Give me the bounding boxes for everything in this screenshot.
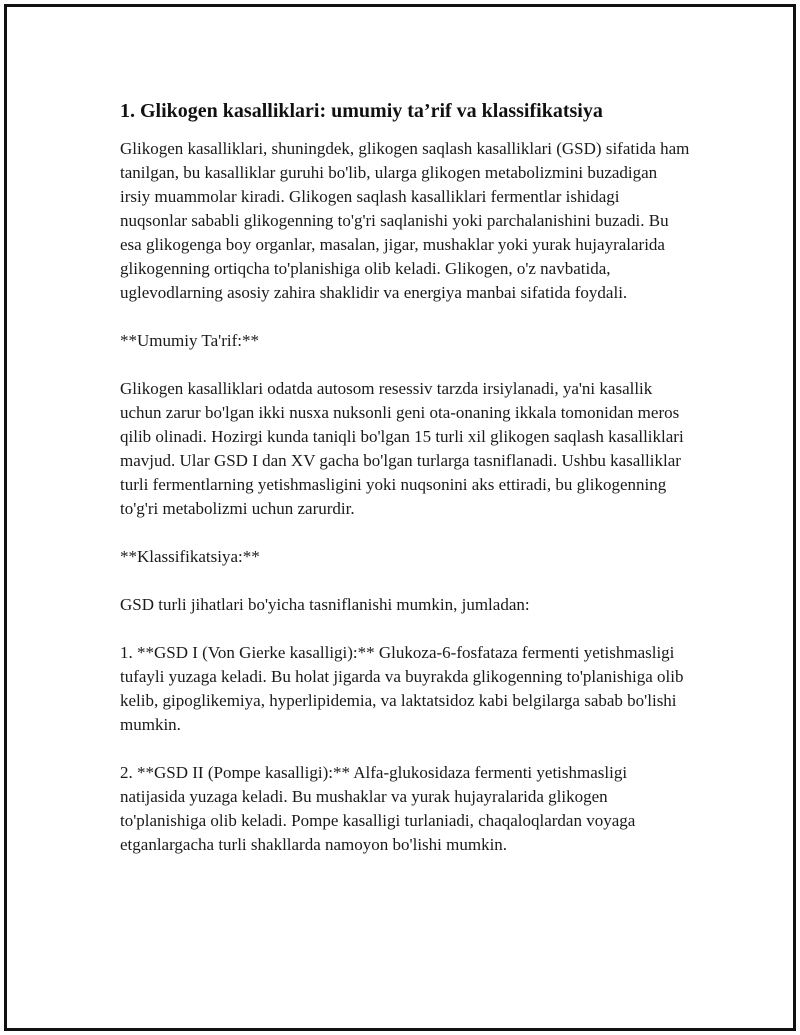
classification-heading: **Klassifikatsiya:**	[120, 547, 260, 566]
list-item-gsd-2: 2. **GSD II (Pompe kasalligi):** Alfa-glukosidaza fermenti yetishmasligi natijasida yuzaga keladi. Bu mushaklar va yurak hujayralarida glikogen to'planishiga olib keladi. Pompe kasalligi turlaniadi, chaqaloqlardan voyaga etganlargacha turli shakllarda namoyon bo'lishi mumkin.	[120, 763, 636, 854]
intro-paragraph: Glikogen kasalliklari, shuningdek, glikogen saqlash kasalliklari (GSD) sifatida ham tanilgan, bu kasalliklar guruhi bo'lib, ularga glikogen metabolizmini buzadigan irsiy muammolar kiradi. Glikogen saqlash kasalliklari fermentlar ishidagi nuqsonlar sababli glikogenning to'g'ri saqlanishi yoki parchalanishini buzadi. Bu esa glikogenga boy organlar, masalan, jigar, mushaklar yoki yurak hujayralarida glikogenning ortiqcha to'planishiga olib keladi. Glikogen, o'z navbatida, uglevodlarning asosiy zahira shaklidir va energiya manbai sifatida foydali.	[120, 139, 690, 302]
document-title: 1. Glikogen kasalliklari: umumiy ta’rif va klassifikatsiya	[120, 100, 603, 122]
page-frame	[4, 4, 796, 1031]
document-body	[120, 99, 690, 881]
general-definition-heading: **Umumiy Ta'rif:**	[120, 331, 259, 350]
definition-paragraph: Glikogen kasalliklari odatda autosom resessiv tarzda irsiylanadi, ya'ni kasallik uchun zarur bo'lgan ikki nusxa nuksonli geni ota-onaning ikkala tomonidan meros qilib olinadi. Hozirgi kunda taniqli bo'lgan 15 turli xil glikogen saqlash kasalliklari mavjud. Ular GSD I dan XV gacha bo'lgan turlarga tasniflanadi. Ushbu kasalliklar turli fermentlarning yetishmasligini yoki nuqsonini aks ettiradi, bu glikogenning to'g'ri metabolizmi uchun zarurdir.	[120, 379, 684, 518]
list-item-gsd-1: 1. **GSD I (Von Gierke kasalligi):** Glukoza-6-fosfataza fermenti yetishmasligi tufayli yuzaga keladi. Bu holat jigarda va buyrakda glikogenning to'planishiga olib kelib, gipoglikemiya, hyperlipidemia, va laktatsidoz kabi belgilarga sabab bo'lishi mumkin.	[120, 643, 684, 734]
classification-intro: GSD turli jihatlari bo'yicha tasniflanishi mumkin, jumladan:	[120, 595, 530, 614]
